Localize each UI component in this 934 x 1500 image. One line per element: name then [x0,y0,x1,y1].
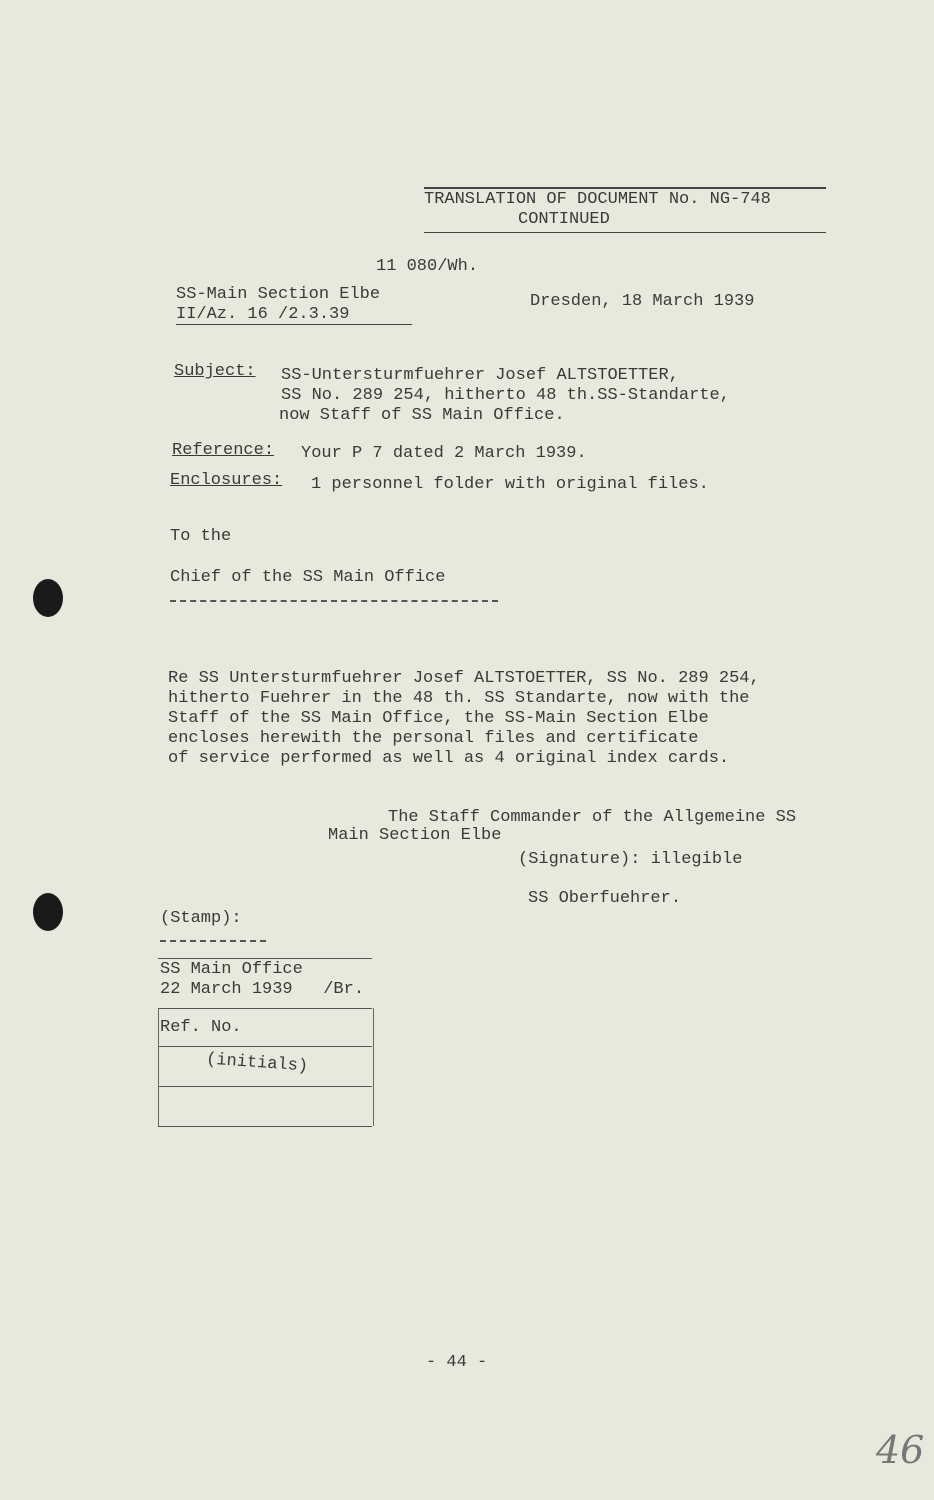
body-line-1: Re SS Untersturmfuehrer Josef ALTSTOETTER, SS No. 289 254, [168,669,760,688]
file-number: 11 080/Wh. [376,257,479,276]
signature-title-2: Main Section Elbe [328,826,502,845]
header-bottom-rule [424,232,826,233]
handwritten-page-number: 46 [876,1428,925,1472]
subject-line-3: now Staff of SS Main Office. [279,406,565,425]
reference-text: Your P 7 dated 2 March 1939. [301,444,587,463]
subject-label: Subject: [174,362,256,381]
recipient: Chief of the SS Main Office [170,568,446,587]
stamp-rule [158,1126,372,1127]
stamp-label: (Stamp): [160,909,242,928]
punch-hole-top [33,579,63,617]
continued-label: CONTINUED [518,210,610,229]
sender-line-2: II/Az. 16 /2.3.39 [176,305,350,324]
stamp-date: 22 March 1939 /Br. [160,980,365,999]
body-line-2: hitherto Fuehrer in the 48 th. SS Standarte, now with the [168,689,750,708]
recipient-underline [170,600,498,602]
stamp-ref-no: Ref. No. [160,1018,242,1037]
document-title: TRANSLATION OF DOCUMENT No. NG-748 [424,190,771,209]
page-number: - 44 - [426,1353,488,1372]
subject-line-2: SS No. 289 254, hitherto 48 th.SS-Standarte, [281,386,730,405]
body-line-4: encloses herewith the personal files and certificate [168,729,699,748]
sender-underline [176,324,412,325]
enclosures-text: 1 personnel folder with original files. [311,475,709,494]
stamp-office: SS Main Office [160,960,303,979]
stamp-initials: (initials) [205,1050,309,1077]
enclosures-label: Enclosures: [170,471,283,490]
reference-label: Reference: [172,441,275,460]
signature-title-1: The Staff Commander of the Allgemeine SS [388,808,797,827]
stamp-cell [158,1086,374,1126]
body-line-5: of service performed as well as 4 original index cards. [168,749,730,768]
stamp-box [158,958,374,1128]
place-date: Dresden, 18 March 1939 [530,292,755,311]
subject-line-1: SS-Untersturmfuehrer Josef ALTSTOETTER, [281,366,679,385]
signature-rank: SS Oberfuehrer. [528,889,682,908]
to-line: To the [170,527,232,546]
stamp-label-underline [160,940,266,942]
signature-illegible: (Signature): illegible [518,850,743,869]
header-top-rule [424,187,826,189]
sender-line-1: SS-Main Section Elbe [176,285,381,304]
body-line-3: Staff of the SS Main Office, the SS-Main Section Elbe [168,709,709,728]
punch-hole-bottom [33,893,63,931]
stamp-rule [158,958,372,959]
